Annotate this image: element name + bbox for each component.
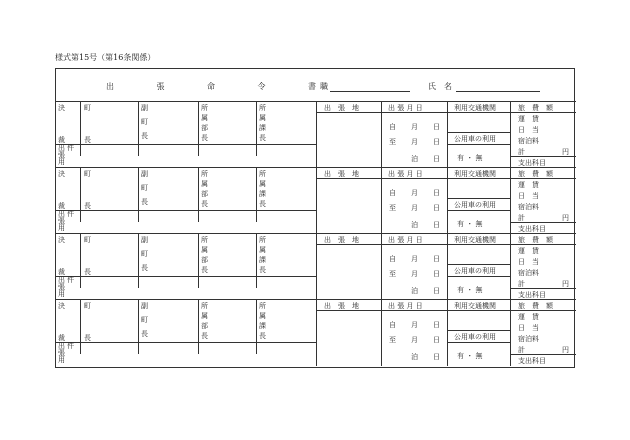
official-car-label: 公用車の利用 (454, 267, 496, 275)
vice-mayor-label-char: 副 (141, 104, 148, 112)
section-head-label (258, 104, 267, 144)
vice-mayor-label-char: 長 (141, 198, 148, 206)
purpose-char: 用 (58, 158, 65, 166)
name-label: 氏 名 (428, 82, 452, 91)
day-label: 日 (433, 270, 440, 278)
title-char: 書 (308, 82, 316, 91)
dept-head-label-char: 部 (201, 190, 208, 198)
section-head-label (258, 236, 267, 276)
to-label: 至 (389, 204, 396, 212)
order-block (56, 168, 576, 234)
vice-mayor-label-char: 長 (141, 264, 148, 272)
to-label: 至 (389, 336, 396, 344)
day-label: 日 (433, 221, 440, 229)
month-label: 月 (411, 204, 418, 212)
purpose-char: 件 (67, 276, 74, 284)
vice-mayor-label (140, 302, 149, 344)
destination-field[interactable] (316, 113, 381, 168)
title-char: 張 (156, 82, 165, 91)
section-head-label-char: 課 (259, 322, 266, 330)
from-label: 自 (389, 255, 396, 263)
section-head-label (258, 302, 267, 342)
section-head-label-char: 課 (259, 124, 266, 132)
section-head-label-char: 課 (259, 256, 266, 264)
section-head-label-char: 属 (259, 312, 266, 320)
budget-item-label: 支出科目 (518, 159, 546, 167)
budget-line (510, 288, 576, 289)
section-head-label-char: 課 (259, 190, 266, 198)
transport-mid-line (447, 330, 510, 331)
to-label: 至 (389, 138, 396, 146)
post-field[interactable] (330, 91, 410, 92)
purpose-char: 件 (67, 342, 74, 350)
purpose-char: 用 (58, 290, 65, 298)
purpose-char: 出 (58, 276, 65, 284)
document-title (106, 81, 316, 92)
purpose-char: 張 (58, 283, 65, 291)
title-char: 出 (106, 82, 114, 91)
section-head-label-char: 属 (259, 180, 266, 188)
dept-head-label-char: 属 (201, 312, 208, 320)
lodging-label: 宿泊料 (518, 335, 539, 343)
period-label: 出 張 月 日 (388, 170, 423, 178)
approval-label: 裁 (58, 268, 65, 276)
nights-label: 泊 (411, 353, 418, 361)
purpose-char: 張 (58, 217, 65, 225)
vice-mayor-label (140, 236, 149, 278)
destination-label: 出 張 地 (324, 302, 359, 310)
section-head-label-char: 所 (259, 170, 266, 178)
title-char: 命 (207, 82, 215, 91)
approval-label: 裁 (58, 202, 65, 210)
vice-mayor-label-char: 長 (141, 330, 148, 338)
daily-allowance-label: 日 当 (518, 192, 539, 200)
approval-label: 裁 (58, 334, 65, 342)
dept-head-label-char: 長 (201, 200, 208, 208)
approval-label: 裁 (58, 136, 65, 144)
from-label: 自 (389, 189, 396, 197)
title-char: 令 (257, 82, 266, 91)
name-field[interactable] (456, 91, 540, 92)
purpose-char: 件 (67, 144, 74, 152)
dept-head-label-char: 属 (201, 246, 208, 254)
purpose-char: 出 (58, 210, 65, 218)
fare-label: 運 賃 (518, 313, 539, 321)
day-label: 日 (433, 336, 440, 344)
section-head-label-char: 長 (259, 266, 266, 274)
approval-label: 決 (58, 302, 65, 310)
month-label: 月 (411, 255, 418, 263)
town-mayor-label: 長 (84, 136, 91, 144)
transport-label: 利用交通機関 (454, 302, 496, 310)
day-label: 日 (433, 353, 440, 361)
dept-head-label (200, 236, 209, 276)
day-label: 日 (433, 287, 440, 295)
period-label: 出 張 月 日 (388, 236, 423, 244)
approval-label: 決 (58, 236, 65, 244)
official-car-label: 公用車の利用 (454, 333, 496, 341)
dept-head-label-char: 長 (201, 134, 208, 142)
budget-item-label: 支出科目 (518, 357, 546, 365)
section-head-label-char: 長 (259, 200, 266, 208)
section-head-label (258, 170, 267, 210)
purpose-char: 出 (58, 144, 65, 152)
town-mayor-label: 町 (84, 104, 91, 112)
dept-head-label-char: 長 (201, 332, 208, 340)
nights-label: 泊 (411, 155, 418, 163)
official-car-label: 公用車の利用 (454, 135, 496, 143)
fare-label: 運 賃 (518, 247, 539, 255)
section-head-label-char: 長 (259, 332, 266, 340)
budget-item-label: 支出科目 (518, 291, 546, 299)
yes-no-label: 有 ・ 無 (457, 286, 483, 294)
yes-no-label: 有 ・ 無 (457, 154, 483, 162)
dept-head-label (200, 302, 209, 342)
section-head-label-char: 所 (259, 104, 266, 112)
transport-label: 利用交通機関 (454, 170, 496, 178)
dept-head-label-char: 部 (201, 124, 208, 132)
lodging-label: 宿泊料 (518, 203, 539, 211)
budget-line (510, 222, 576, 223)
fare-label: 運 賃 (518, 181, 539, 189)
town-mayor-label: 町 (84, 302, 91, 310)
month-label: 月 (411, 123, 418, 131)
transport-field[interactable] (447, 113, 510, 132)
destination-field[interactable] (316, 311, 381, 366)
to-label: 至 (389, 270, 396, 278)
month-label: 月 (411, 321, 418, 329)
period-label: 出 張 月 日 (388, 104, 423, 112)
official-car-label: 公用車の利用 (454, 201, 496, 209)
section-head-label-char: 所 (259, 302, 266, 310)
daily-allowance-label: 日 当 (518, 324, 539, 332)
town-mayor-label: 町 (84, 170, 91, 178)
order-block (56, 102, 576, 168)
expense-field[interactable] (510, 311, 576, 354)
budget-item-label: 支出科目 (518, 225, 546, 233)
dept-head-label-char: 部 (201, 322, 208, 330)
total-label: 計 (518, 148, 525, 156)
dept-head-label-char: 所 (201, 170, 208, 178)
day-label: 日 (433, 138, 440, 146)
town-mayor-label: 町 (84, 236, 91, 244)
vice-mayor-label-char: 町 (141, 250, 148, 258)
nights-label: 泊 (411, 221, 418, 229)
vice-mayor-label-char: 副 (141, 236, 148, 244)
vice-mayor-label-char: 副 (141, 170, 148, 178)
vice-mayor-label-char: 副 (141, 302, 148, 310)
transport-low-line (447, 276, 510, 277)
day-label: 日 (433, 189, 440, 197)
form-caption: 様式第15号（第16条関係） (55, 53, 156, 62)
town-mayor-label: 長 (84, 334, 91, 342)
purpose-field[interactable] (56, 277, 316, 300)
lodging-label: 宿泊料 (518, 137, 539, 145)
transport-mid-line (447, 198, 510, 199)
section-head-label-char: 属 (259, 246, 266, 254)
town-mayor-label: 長 (84, 202, 91, 210)
purpose-char: 件 (67, 210, 74, 218)
dept-head-label-char: 属 (201, 114, 208, 122)
expense-label: 旅 費 額 (518, 104, 553, 112)
expense-field[interactable] (510, 179, 576, 222)
section-head-label-char: 属 (259, 114, 266, 122)
purpose-char: 出 (58, 342, 65, 350)
expense-label: 旅 費 額 (518, 170, 553, 178)
transport-low-line (447, 342, 510, 343)
vice-mayor-label-char: 長 (141, 132, 148, 140)
dept-head-label (200, 104, 209, 144)
travel-order-form (55, 68, 575, 368)
dept-head-label-char: 所 (201, 236, 208, 244)
destination-label: 出 張 地 (324, 104, 359, 112)
vice-mayor-label-char: 町 (141, 118, 148, 126)
title-row (56, 69, 576, 102)
transport-label: 利用交通機関 (454, 104, 496, 112)
section-head-label-char: 長 (259, 134, 266, 142)
purpose-char: 用 (58, 224, 65, 232)
purpose-char: 用 (58, 356, 65, 364)
daily-allowance-label: 日 当 (518, 258, 539, 266)
month-label: 月 (411, 336, 418, 344)
purpose-field[interactable] (56, 145, 316, 168)
transport-field[interactable] (447, 245, 510, 264)
expense-field[interactable] (510, 113, 576, 156)
yen-label: 円 (562, 148, 569, 156)
town-mayor-label: 長 (84, 268, 91, 276)
destination-field[interactable] (316, 179, 381, 234)
daily-allowance-label: 日 当 (518, 126, 539, 134)
expense-field[interactable] (510, 245, 576, 288)
vice-mayor-label-char: 町 (141, 316, 148, 324)
day-label: 日 (433, 123, 440, 131)
purpose-char: 張 (58, 349, 65, 357)
budget-line (510, 156, 576, 157)
transport-field[interactable] (447, 179, 510, 198)
transport-field[interactable] (447, 311, 510, 330)
month-label: 月 (411, 189, 418, 197)
approval-label: 決 (58, 170, 65, 178)
expense-label: 旅 費 額 (518, 236, 553, 244)
vice-mayor-label (140, 170, 149, 212)
day-label: 日 (433, 321, 440, 329)
destination-label: 出 張 地 (324, 170, 359, 178)
transport-low-line (447, 210, 510, 211)
day-label: 日 (433, 155, 440, 163)
day-label: 日 (433, 204, 440, 212)
order-block (56, 234, 576, 300)
dept-head-label-char: 長 (201, 266, 208, 274)
nights-label: 泊 (411, 287, 418, 295)
from-label: 自 (389, 123, 396, 131)
transport-mid-line (447, 132, 510, 133)
purpose-char: 張 (58, 151, 65, 159)
expense-label: 旅 費 額 (518, 302, 553, 310)
total-label: 計 (518, 214, 525, 222)
destination-field[interactable] (316, 245, 381, 300)
period-label: 出 張 月 日 (388, 302, 423, 310)
order-block (56, 300, 576, 366)
destination-label: 出 張 地 (324, 236, 359, 244)
from-label: 自 (389, 321, 396, 329)
total-label: 計 (518, 346, 525, 354)
day-label: 日 (433, 255, 440, 263)
purpose-field[interactable] (56, 211, 316, 234)
transport-mid-line (447, 264, 510, 265)
yen-label: 円 (562, 346, 569, 354)
yes-no-label: 有 ・ 無 (457, 220, 483, 228)
approval-label: 決 (58, 104, 65, 112)
transport-low-line (447, 144, 510, 145)
vice-mayor-label-char: 町 (141, 184, 148, 192)
yen-label: 円 (562, 214, 569, 222)
dept-head-label-char: 属 (201, 180, 208, 188)
month-label: 月 (411, 270, 418, 278)
yes-no-label: 有 ・ 無 (457, 352, 483, 360)
dept-head-label (200, 170, 209, 210)
yen-label: 円 (562, 280, 569, 288)
dept-head-label-char: 所 (201, 104, 208, 112)
fare-label: 運 賃 (518, 115, 539, 123)
transport-label: 利用交通機関 (454, 236, 496, 244)
dept-head-label-char: 部 (201, 256, 208, 264)
month-label: 月 (411, 138, 418, 146)
purpose-field[interactable] (56, 343, 316, 366)
section-head-label-char: 所 (259, 236, 266, 244)
dept-head-label-char: 所 (201, 302, 208, 310)
total-label: 計 (518, 280, 525, 288)
vice-mayor-label (140, 104, 149, 146)
lodging-label: 宿泊料 (518, 269, 539, 277)
post-label: 職 (320, 82, 328, 91)
budget-line (510, 354, 576, 355)
